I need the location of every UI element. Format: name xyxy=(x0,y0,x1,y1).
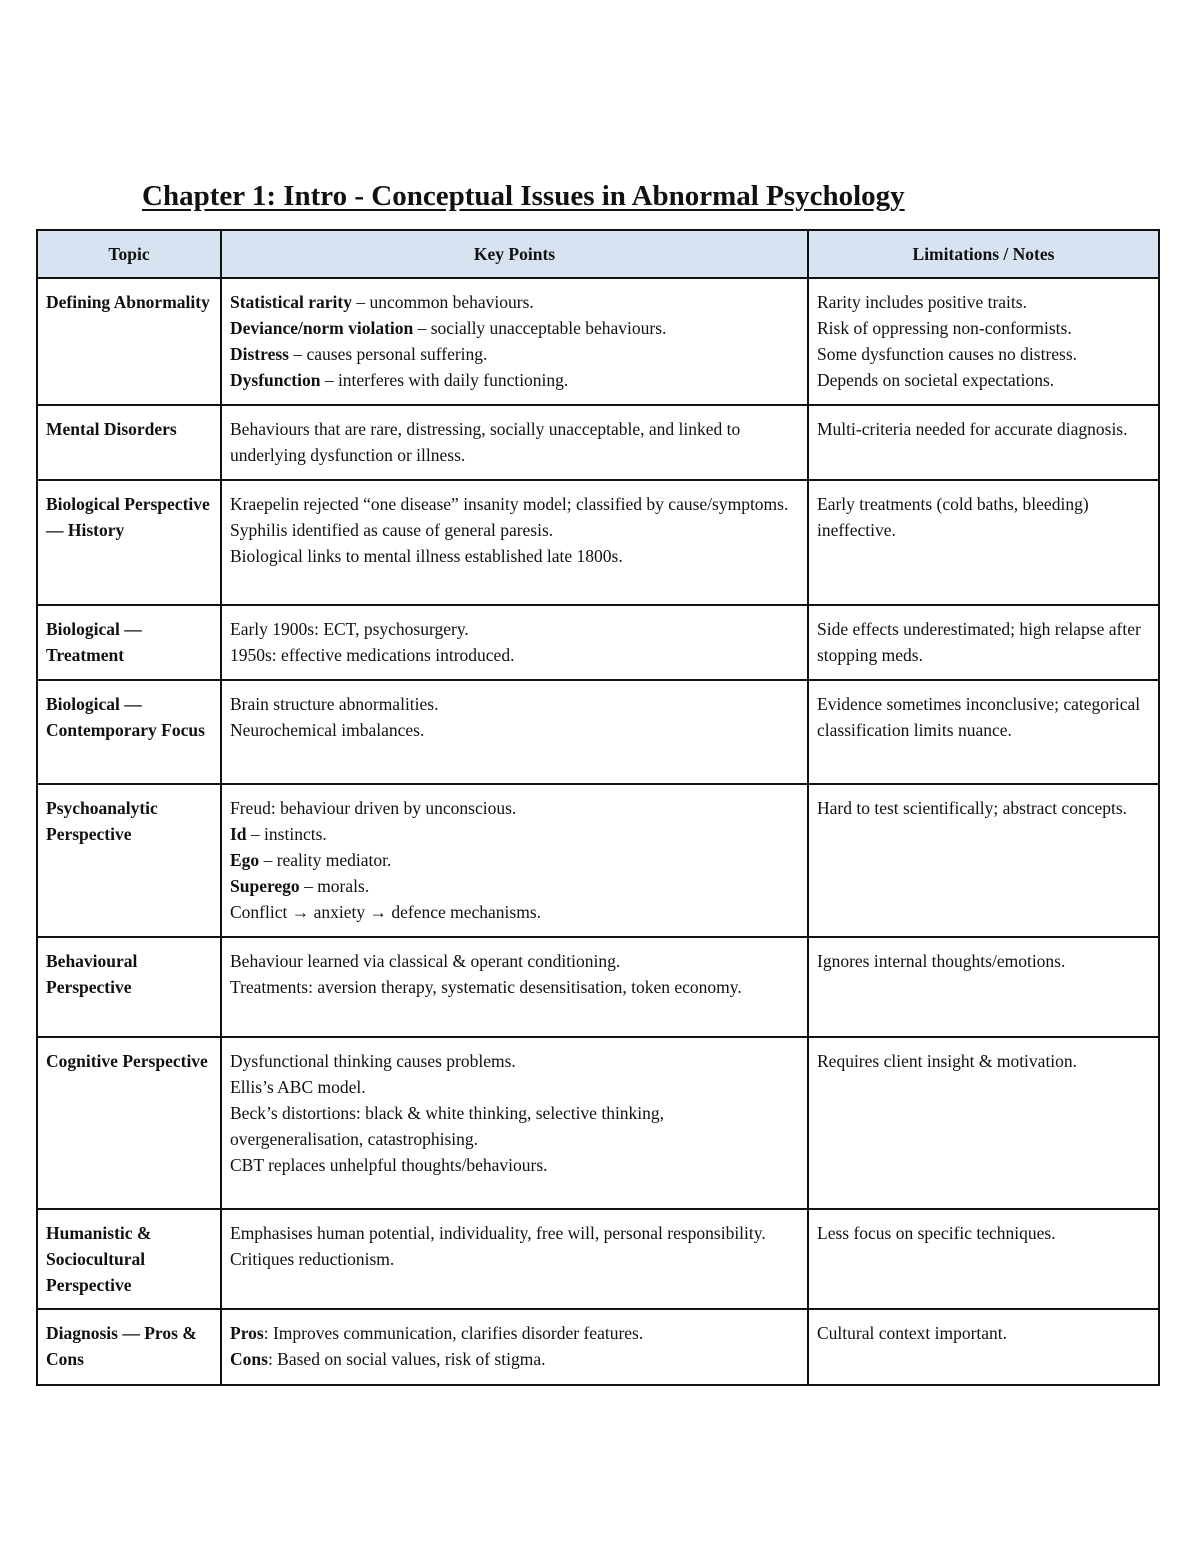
limitations-cell xyxy=(808,480,1159,605)
key-point-line xyxy=(230,821,799,847)
table-row xyxy=(37,937,1159,1037)
key-point-text: Treatments: aversion therapy, systematic desensitisation, token economy. xyxy=(230,977,742,997)
key-point-text: Emphasises human potential, individuality, free will, personal responsibility. xyxy=(230,1223,766,1243)
key-point-text: – reality mediator. xyxy=(259,850,392,870)
limitations-cell xyxy=(808,784,1159,937)
key-point-text: Beck’s distortions: black & white thinking, selective thinking, overgeneralisation, catastrophising. xyxy=(230,1103,665,1149)
limitation-line: Rarity includes positive traits. xyxy=(817,292,1027,312)
key-term: Dysfunction xyxy=(230,370,321,390)
key-points-cell xyxy=(221,680,808,784)
topic-cell: Behavioural Perspective xyxy=(37,937,221,1037)
limitation-line: Ignores internal thoughts/emotions. xyxy=(817,951,1066,971)
key-points-cell xyxy=(221,1037,808,1209)
key-point-line xyxy=(230,1220,799,1246)
limitations-cell xyxy=(808,937,1159,1037)
table-header-row xyxy=(37,230,1159,278)
key-points-cell xyxy=(221,278,808,405)
key-point-line xyxy=(230,1320,799,1346)
key-point-text: Syphilis identified as cause of general paresis. xyxy=(230,520,554,540)
table-row xyxy=(37,405,1159,480)
limitation-line: Some dysfunction causes no distress. xyxy=(817,344,1078,364)
topic-cell: Biological Perspective — History xyxy=(37,480,221,605)
key-points-cell xyxy=(221,1209,808,1309)
key-point-line xyxy=(230,1074,799,1100)
page-title: Chapter 1: Intro - Conceptual Issues in Abnormal Psychology xyxy=(142,180,905,212)
key-point-line xyxy=(230,367,799,393)
key-points-cell xyxy=(221,605,808,680)
topic-cell: Humanistic & Sociocultural Perspective xyxy=(37,1209,221,1309)
limitation-line: Evidence sometimes inconclusive; categorical classification limits nuance. xyxy=(817,694,1141,740)
limitation-line: Side effects underestimated; high relapse after stopping meds. xyxy=(817,619,1141,665)
key-point-line xyxy=(230,491,799,517)
table-row xyxy=(37,480,1159,605)
key-point-text: Brain structure abnormalities. xyxy=(230,694,439,714)
key-point-line xyxy=(230,1346,799,1372)
limitation-line: Less focus on specific techniques. xyxy=(817,1223,1056,1243)
table-body xyxy=(37,278,1159,1385)
topic-cell: Biological — Contemporary Focus xyxy=(37,680,221,784)
key-point-text: Early 1900s: ECT, psychosurgery. xyxy=(230,619,469,639)
key-point-text: Ellis’s ABC model. xyxy=(230,1077,366,1097)
header-limitations: Limitations / Notes xyxy=(808,230,1159,278)
limitations-cell xyxy=(808,1209,1159,1309)
limitation-line: Risk of oppressing non-conformists. xyxy=(817,318,1072,338)
key-point-text: Critiques reductionism. xyxy=(230,1249,395,1269)
key-point-text: Freud: behaviour driven by unconscious. xyxy=(230,798,517,818)
table-row xyxy=(37,784,1159,937)
limitations-cell xyxy=(808,278,1159,405)
key-term: Distress xyxy=(230,344,289,364)
limitations-cell xyxy=(808,605,1159,680)
topic-cell: Psychoanalytic Perspective xyxy=(37,784,221,937)
key-points-cell xyxy=(221,1309,808,1385)
limitation-line: Requires client insight & motivation. xyxy=(817,1051,1078,1071)
key-point-text: Behaviour learned via classical & operant conditioning. xyxy=(230,951,621,971)
limitation-line: Hard to test scientifically; abstract concepts. xyxy=(817,798,1128,818)
limitations-cell xyxy=(808,1037,1159,1209)
key-point-text: Neurochemical imbalances. xyxy=(230,720,425,740)
table-row xyxy=(37,1309,1159,1385)
table-row xyxy=(37,278,1159,405)
key-points-cell xyxy=(221,784,808,937)
key-point-line xyxy=(230,873,799,899)
key-point-line xyxy=(230,416,799,468)
key-point-text: 1950s: effective medications introduced. xyxy=(230,645,515,665)
key-point-line xyxy=(230,795,799,821)
topic-cell: Diagnosis — Pros & Cons xyxy=(37,1309,221,1385)
key-point-line xyxy=(230,517,799,543)
topic-cell: Defining Abnormality xyxy=(37,278,221,405)
key-point-line xyxy=(230,717,799,743)
key-point-line xyxy=(230,642,799,668)
limitations-cell xyxy=(808,1309,1159,1385)
key-point-text: Behaviours that are rare, distressing, socially unacceptable, and linked to underlying dysfunction or illness. xyxy=(230,419,741,465)
key-point-line xyxy=(230,341,799,367)
key-point-text: : Improves communication, clarifies disorder features. xyxy=(263,1323,644,1343)
table-row xyxy=(37,680,1159,784)
notes-table xyxy=(36,229,1160,1386)
limitation-line: Depends on societal expectations. xyxy=(817,370,1055,390)
key-points-cell xyxy=(221,405,808,480)
key-point-text: – instincts. xyxy=(246,824,327,844)
key-point-text: – socially unacceptable behaviours. xyxy=(413,318,667,338)
key-point-text: – causes personal suffering. xyxy=(288,344,488,364)
key-point-text: Conflict → anxiety → defence mechanisms. xyxy=(230,902,542,922)
key-term: Statistical rarity xyxy=(230,292,352,312)
key-point-text: : Based on social values, risk of stigma. xyxy=(267,1349,546,1369)
limitation-line: Early treatments (cold baths, bleeding) ineffective. xyxy=(817,494,1089,540)
key-term: Superego xyxy=(230,876,300,896)
header-key-points: Key Points xyxy=(221,230,808,278)
key-point-text: – uncommon behaviours. xyxy=(351,292,534,312)
key-term: Ego xyxy=(230,850,260,870)
key-point-line xyxy=(230,974,799,1000)
key-points-cell xyxy=(221,937,808,1037)
key-point-text: CBT replaces unhelpful thoughts/behaviours. xyxy=(230,1155,548,1175)
topic-cell: Mental Disorders xyxy=(37,405,221,480)
key-point-line xyxy=(230,543,799,569)
key-term: Deviance/norm violation xyxy=(230,318,414,338)
table-row xyxy=(37,1209,1159,1309)
key-point-line xyxy=(230,315,799,341)
key-point-text: Dysfunctional thinking causes problems. xyxy=(230,1051,516,1071)
key-point-line xyxy=(230,289,799,315)
header-topic: Topic xyxy=(37,230,221,278)
key-term: Cons xyxy=(230,1349,268,1369)
limitation-line: Cultural context important. xyxy=(817,1323,1008,1343)
key-point-text: Kraepelin rejected “one disease” insanity model; classified by cause/symptoms. xyxy=(230,494,789,514)
topic-cell: Biological — Treatment xyxy=(37,605,221,680)
key-point-text: Biological links to mental illness established late 1800s. xyxy=(230,546,623,566)
key-point-line xyxy=(230,691,799,717)
key-point-line xyxy=(230,1152,799,1178)
key-point-line xyxy=(230,847,799,873)
key-term: Pros xyxy=(230,1323,264,1343)
topic-cell: Cognitive Perspective xyxy=(37,1037,221,1209)
limitations-cell xyxy=(808,680,1159,784)
key-point-line xyxy=(230,616,799,642)
key-point-line xyxy=(230,899,799,925)
key-points-cell xyxy=(221,480,808,605)
key-term: Id xyxy=(230,824,247,844)
key-point-line xyxy=(230,1048,799,1074)
limitations-cell xyxy=(808,405,1159,480)
key-point-text: – morals. xyxy=(299,876,370,896)
key-point-line xyxy=(230,1100,799,1152)
key-point-text: – interferes with daily functioning. xyxy=(320,370,569,390)
table-row xyxy=(37,605,1159,680)
key-point-line xyxy=(230,948,799,974)
key-point-line xyxy=(230,1246,799,1272)
limitation-line: Multi-criteria needed for accurate diagnosis. xyxy=(817,419,1128,439)
table-row xyxy=(37,1037,1159,1209)
